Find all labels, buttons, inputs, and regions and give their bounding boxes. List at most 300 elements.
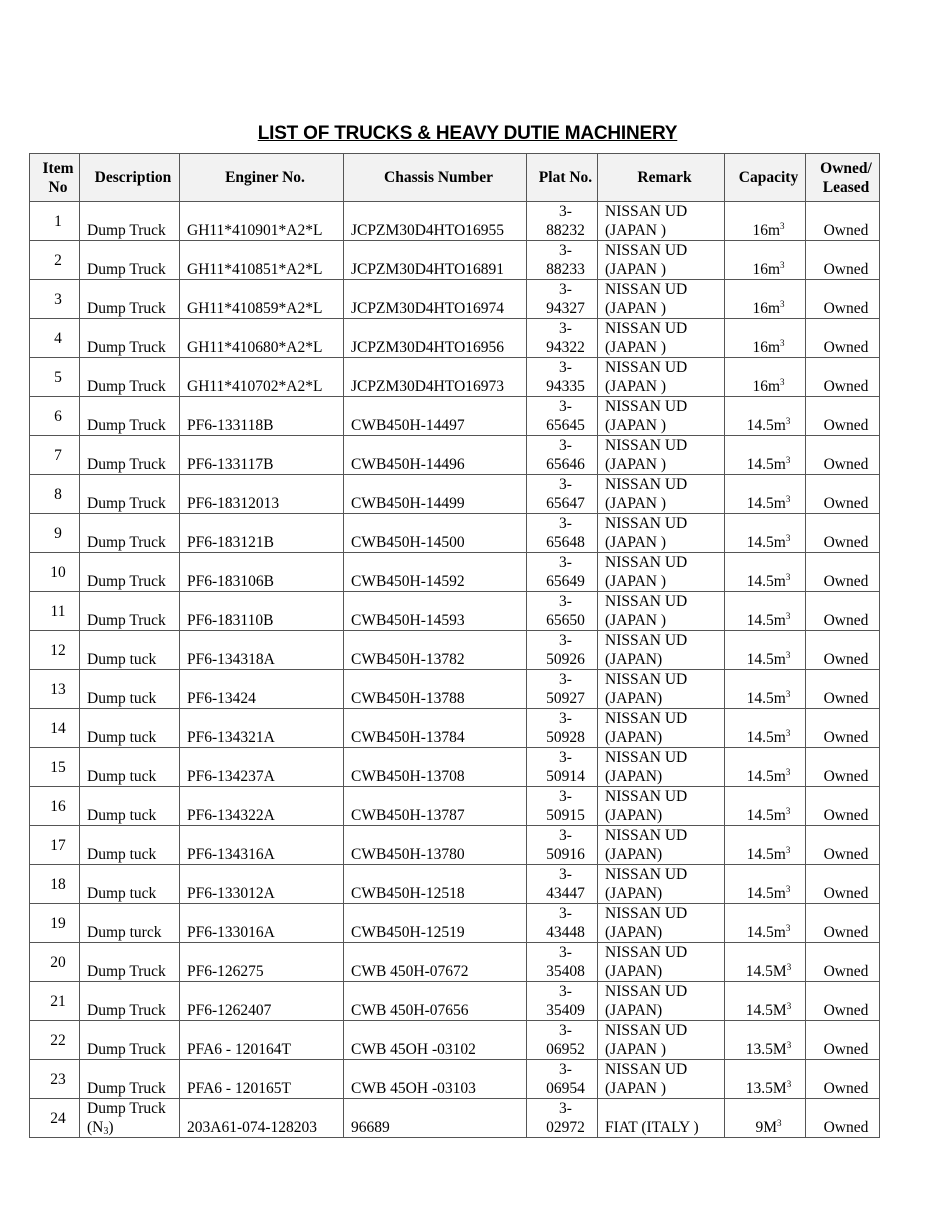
cell-remark: FIAT (ITALY ) <box>598 1099 725 1138</box>
cell-plat-number: 65646 <box>546 456 585 473</box>
cell-capacity-exponent: 3 <box>780 260 785 270</box>
cell-capacity-value: 9M <box>755 1119 778 1136</box>
cell-capacity <box>725 982 806 1021</box>
cell-owned-leased: Owned <box>806 202 880 241</box>
cell-capacity <box>725 1099 806 1138</box>
cell-plat-no <box>527 592 598 631</box>
cell-plat-number: 43448 <box>546 924 585 941</box>
cell-capacity <box>725 787 806 826</box>
cell-description-tail: ) <box>108 1119 114 1136</box>
cell-description <box>80 904 180 943</box>
cell-remark: NISSAN UD (JAPAN ) <box>598 280 725 319</box>
cell-capacity <box>725 514 806 553</box>
cell-plat-number: 35408 <box>546 963 585 980</box>
cell-item-no: 5 <box>30 358 80 397</box>
cell-item-no: 7 <box>30 436 80 475</box>
cell-plat-no <box>527 982 598 1021</box>
cell-item-no: 20 <box>30 943 80 982</box>
cell-plat-prefix: 3- <box>559 1022 572 1039</box>
cell-chassis-number: CWB450H-13780 <box>344 826 527 865</box>
trucks-table <box>29 153 880 1138</box>
cell-description-text: Dump Truck <box>87 573 166 590</box>
cell-plat-number: 65647 <box>546 495 585 512</box>
cell-capacity <box>725 670 806 709</box>
cell-owned-leased: Owned <box>806 943 880 982</box>
cell-capacity <box>725 1060 806 1099</box>
cell-description-subscript: 3 <box>103 1126 109 1137</box>
table-row <box>30 865 880 904</box>
table-row <box>30 202 880 241</box>
cell-capacity-value: 16m <box>752 300 781 317</box>
cell-plat-number: 94335 <box>546 378 585 395</box>
table-row <box>30 670 880 709</box>
cell-plat-number: 50928 <box>546 729 585 746</box>
cell-capacity-value: 14.5m <box>746 495 786 512</box>
cell-description-text: Dump tuck <box>87 768 157 785</box>
cell-remark: NISSAN UD (JAPAN ) <box>598 475 725 514</box>
header-remark: Remark <box>598 154 725 202</box>
cell-plat-no <box>527 1099 598 1138</box>
cell-description <box>80 475 180 514</box>
cell-plat-prefix: 3- <box>559 905 572 922</box>
cell-plat-number: 65645 <box>546 417 585 434</box>
cell-item-no: 4 <box>30 319 80 358</box>
cell-plat-no <box>527 787 598 826</box>
cell-chassis-number: CWB 45OH -03103 <box>344 1060 527 1099</box>
cell-capacity-exponent: 3 <box>786 1079 792 1089</box>
cell-description-text: Dump turck <box>87 924 162 941</box>
cell-description-text: Dump Truck <box>87 417 166 434</box>
cell-capacity-value: 14.5m <box>746 924 786 941</box>
cell-capacity-value: 14.5m <box>746 651 786 668</box>
cell-capacity-exponent: 3 <box>786 962 792 972</box>
cell-capacity <box>725 904 806 943</box>
cell-owned-leased: Owned <box>806 1021 880 1060</box>
cell-plat-prefix: 3- <box>559 827 572 844</box>
cell-plat-number: 65648 <box>546 534 585 551</box>
cell-description <box>80 670 180 709</box>
cell-capacity <box>725 319 806 358</box>
table-row <box>30 748 880 787</box>
cell-item-no: 9 <box>30 514 80 553</box>
cell-description <box>80 202 180 241</box>
cell-capacity <box>725 397 806 436</box>
cell-chassis-number: JCPZM30D4HTO16956 <box>344 319 527 358</box>
cell-description <box>80 358 180 397</box>
cell-capacity-value: 14.5m <box>746 456 786 473</box>
cell-engine-no: PF6-134322A <box>180 787 344 826</box>
header-item-no: Item No <box>30 154 80 202</box>
table-row <box>30 358 880 397</box>
cell-plat-number: 88232 <box>546 222 585 239</box>
cell-remark: NISSAN UD (JAPAN) <box>598 787 725 826</box>
table-row <box>30 475 880 514</box>
cell-chassis-number: CWB450H-14592 <box>344 553 527 592</box>
cell-plat-prefix: 3- <box>559 983 572 1000</box>
cell-description <box>80 631 180 670</box>
cell-description-text: Dump tuck <box>87 651 157 668</box>
cell-capacity-exponent: 3 <box>785 728 791 738</box>
cell-chassis-number: CWB450H-13708 <box>344 748 527 787</box>
cell-item-no: 18 <box>30 865 80 904</box>
cell-engine-no: PF6-18312013 <box>180 475 344 514</box>
cell-plat-no <box>527 826 598 865</box>
cell-description-text: Dump tuck <box>87 807 157 824</box>
cell-plat-prefix: 3- <box>559 398 572 415</box>
cell-capacity <box>725 865 806 904</box>
cell-capacity <box>725 631 806 670</box>
cell-owned-leased: Owned <box>806 514 880 553</box>
cell-plat-number: 94327 <box>546 300 585 317</box>
cell-description-text: Dump Truck <box>87 1041 166 1058</box>
cell-capacity-exponent: 3 <box>785 884 791 894</box>
cell-engine-no: PF6-183121B <box>180 514 344 553</box>
cell-plat-prefix: 3- <box>559 593 572 610</box>
cell-plat-prefix: 3- <box>559 281 572 298</box>
cell-plat-no <box>527 943 598 982</box>
cell-plat-prefix: 3- <box>559 788 572 805</box>
cell-remark: NISSAN UD (JAPAN ) <box>598 592 725 631</box>
cell-plat-number: 50914 <box>546 768 585 785</box>
cell-owned-leased: Owned <box>806 475 880 514</box>
header-owned-leased: Owned/ Leased <box>806 154 880 202</box>
cell-plat-prefix: 3- <box>559 749 572 766</box>
cell-capacity <box>725 592 806 631</box>
table-row <box>30 826 880 865</box>
cell-plat-prefix: 3- <box>559 320 572 337</box>
cell-capacity <box>725 436 806 475</box>
table-row <box>30 241 880 280</box>
cell-chassis-number: CWB450H-14497 <box>344 397 527 436</box>
cell-remark: NISSAN UD (JAPAN) <box>598 670 725 709</box>
header-capacity: Capacity <box>725 154 806 202</box>
cell-item-no: 21 <box>30 982 80 1021</box>
cell-item-no: 2 <box>30 241 80 280</box>
cell-remark: NISSAN UD (JAPAN ) <box>598 241 725 280</box>
cell-owned-leased: Owned <box>806 1060 880 1099</box>
cell-remark: NISSAN UD (JAPAN) <box>598 865 725 904</box>
table-row <box>30 787 880 826</box>
cell-capacity-value: 16m <box>752 261 781 278</box>
cell-plat-prefix: 3- <box>559 242 572 259</box>
cell-capacity <box>725 748 806 787</box>
cell-engine-no: PF6-133118B <box>180 397 344 436</box>
cell-capacity-exponent: 3 <box>785 455 791 465</box>
cell-item-no: 8 <box>30 475 80 514</box>
cell-engine-no: PF6-126275 <box>180 943 344 982</box>
cell-chassis-number: CWB450H-12519 <box>344 904 527 943</box>
cell-plat-number: 65649 <box>546 573 585 590</box>
cell-description <box>80 1021 180 1060</box>
table-row <box>30 982 880 1021</box>
cell-plat-number: 43447 <box>546 885 585 902</box>
cell-engine-no: PF6-134321A <box>180 709 344 748</box>
cell-item-no: 17 <box>30 826 80 865</box>
cell-engine-no: PFA6 - 120165T <box>180 1060 344 1099</box>
cell-remark: NISSAN UD (JAPAN ) <box>598 553 725 592</box>
cell-capacity <box>725 358 806 397</box>
cell-plat-no <box>527 358 598 397</box>
table-row <box>30 397 880 436</box>
cell-capacity <box>725 709 806 748</box>
cell-owned-leased: Owned <box>806 397 880 436</box>
table-row <box>30 514 880 553</box>
cell-capacity <box>725 1021 806 1060</box>
cell-plat-no <box>527 397 598 436</box>
cell-chassis-number: CWB 450H-07656 <box>344 982 527 1021</box>
cell-chassis-number: CWB450H-12518 <box>344 865 527 904</box>
cell-plat-number: 06952 <box>546 1041 585 1058</box>
cell-capacity-value: 14.5m <box>746 768 786 785</box>
cell-plat-prefix: 3- <box>559 944 572 961</box>
cell-owned-leased: Owned <box>806 982 880 1021</box>
cell-engine-no: PF6-134316A <box>180 826 344 865</box>
cell-chassis-number: CWB450H-13782 <box>344 631 527 670</box>
cell-engine-no: GH11*410851*A2*L <box>180 241 344 280</box>
cell-capacity-value: 14.5m <box>746 846 786 863</box>
cell-plat-number: 50926 <box>546 651 585 668</box>
cell-owned-leased: Owned <box>806 904 880 943</box>
cell-remark: NISSAN UD (JAPAN) <box>598 904 725 943</box>
cell-description <box>80 514 180 553</box>
cell-description-text: Dump Truck <box>87 963 166 980</box>
cell-description <box>80 826 180 865</box>
cell-remark: NISSAN UD (JAPAN) <box>598 631 725 670</box>
table-body <box>30 202 880 1138</box>
cell-plat-number: 50916 <box>546 846 585 863</box>
cell-description <box>80 943 180 982</box>
cell-plat-no <box>527 709 598 748</box>
table-row <box>30 709 880 748</box>
cell-plat-no <box>527 436 598 475</box>
cell-capacity <box>725 202 806 241</box>
cell-engine-no: PF6-183110B <box>180 592 344 631</box>
cell-chassis-number: JCPZM30D4HTO16955 <box>344 202 527 241</box>
cell-description-text: Dump tuck <box>87 846 157 863</box>
cell-plat-no <box>527 1021 598 1060</box>
cell-description-text: Dump tuck <box>87 885 157 902</box>
header-description: Description <box>80 154 180 202</box>
cell-description-text: Dump Truck <box>87 495 166 512</box>
cell-item-no: 24 <box>30 1099 80 1138</box>
cell-owned-leased: Owned <box>806 358 880 397</box>
header-chassis-number: Chassis Number <box>344 154 527 202</box>
cell-plat-prefix: 3- <box>559 476 572 493</box>
cell-capacity-value: 14.5m <box>746 807 786 824</box>
cell-plat-no <box>527 280 598 319</box>
cell-item-no: 11 <box>30 592 80 631</box>
cell-owned-leased: Owned <box>806 826 880 865</box>
cell-capacity-value: 14.5m <box>746 534 786 551</box>
cell-item-no: 6 <box>30 397 80 436</box>
cell-remark: NISSAN UD (JAPAN ) <box>598 202 725 241</box>
cell-remark: NISSAN UD (JAPAN ) <box>598 358 725 397</box>
cell-description-text: Dump tuck <box>87 729 157 746</box>
cell-owned-leased: Owned <box>806 787 880 826</box>
table-row <box>30 943 880 982</box>
cell-capacity <box>725 943 806 982</box>
cell-owned-leased: Owned <box>806 670 880 709</box>
cell-owned-leased: Owned <box>806 553 880 592</box>
cell-engine-no: 203A61-074-128203 <box>180 1099 344 1138</box>
cell-description <box>80 436 180 475</box>
cell-capacity-exponent: 3 <box>785 650 791 660</box>
cell-capacity-exponent: 3 <box>785 416 791 426</box>
cell-description <box>80 1099 180 1138</box>
cell-owned-leased: Owned <box>806 709 880 748</box>
cell-chassis-number: CWB450H-14499 <box>344 475 527 514</box>
cell-capacity-exponent: 3 <box>780 299 785 309</box>
cell-owned-leased: Owned <box>806 592 880 631</box>
cell-remark: NISSAN UD (JAPAN ) <box>598 397 725 436</box>
cell-plat-no <box>527 202 598 241</box>
cell-description <box>80 592 180 631</box>
cell-description-text: Dump Truck <box>87 378 166 395</box>
cell-plat-number: 88233 <box>546 261 585 278</box>
cell-chassis-number: CWB 450H-07672 <box>344 943 527 982</box>
cell-description-text: Dump Truck <box>87 222 166 239</box>
cell-plat-prefix: 3- <box>559 1061 572 1078</box>
cell-item-no: 15 <box>30 748 80 787</box>
cell-capacity-exponent: 3 <box>780 221 785 231</box>
cell-plat-no <box>527 631 598 670</box>
cell-item-no: 14 <box>30 709 80 748</box>
cell-capacity-value: 16m <box>752 339 781 356</box>
cell-owned-leased: Owned <box>806 748 880 787</box>
cell-description <box>80 982 180 1021</box>
cell-description <box>80 709 180 748</box>
cell-plat-no <box>527 904 598 943</box>
cell-capacity-value: 14.5m <box>746 885 786 902</box>
cell-engine-no: PF6-133117B <box>180 436 344 475</box>
cell-chassis-number: JCPZM30D4HTO16974 <box>344 280 527 319</box>
table-row <box>30 319 880 358</box>
cell-plat-no <box>527 319 598 358</box>
cell-owned-leased: Owned <box>806 319 880 358</box>
cell-owned-leased: Owned <box>806 865 880 904</box>
cell-capacity-exponent: 3 <box>786 1040 792 1050</box>
cell-capacity-exponent: 3 <box>785 533 791 543</box>
cell-chassis-number: CWB450H-14496 <box>344 436 527 475</box>
cell-item-no: 13 <box>30 670 80 709</box>
cell-plat-no <box>527 865 598 904</box>
cell-plat-prefix: 3- <box>559 710 572 727</box>
cell-engine-no: PF6-183106B <box>180 553 344 592</box>
cell-description-text: Dump Truck <box>87 261 166 278</box>
cell-capacity-exponent: 3 <box>786 1001 792 1011</box>
header-engine-no: Enginer No. <box>180 154 344 202</box>
cell-remark: NISSAN UD (JAPAN) <box>598 826 725 865</box>
cell-capacity-value: 14.5m <box>746 690 786 707</box>
cell-capacity-exponent: 3 <box>780 377 785 387</box>
cell-chassis-number: CWB450H-13788 <box>344 670 527 709</box>
cell-engine-no: PF6-133016A <box>180 904 344 943</box>
cell-description-text: Dump tuck <box>87 690 157 707</box>
cell-remark: NISSAN UD (JAPAN ) <box>598 1021 725 1060</box>
cell-remark: NISSAN UD (JAPAN ) <box>598 319 725 358</box>
cell-owned-leased: Owned <box>806 631 880 670</box>
cell-plat-number: 65650 <box>546 612 585 629</box>
cell-capacity <box>725 826 806 865</box>
cell-chassis-number: CWB450H-13787 <box>344 787 527 826</box>
cell-capacity <box>725 553 806 592</box>
cell-capacity-exponent: 3 <box>785 923 791 933</box>
cell-engine-no: PF6-133012A <box>180 865 344 904</box>
table-row <box>30 1099 880 1138</box>
cell-item-no: 12 <box>30 631 80 670</box>
cell-remark: NISSAN UD (JAPAN) <box>598 982 725 1021</box>
cell-description-text: Dump Truck <box>87 534 166 551</box>
cell-chassis-number: JCPZM30D4HTO16891 <box>344 241 527 280</box>
cell-chassis-number: CWB450H-14500 <box>344 514 527 553</box>
cell-description-text: Dump Truck <box>87 1080 166 1097</box>
cell-capacity-value: 16m <box>752 222 781 239</box>
cell-description <box>80 397 180 436</box>
cell-capacity-value: 14.5m <box>746 417 786 434</box>
table-row <box>30 436 880 475</box>
cell-description-text: Dump Truck <box>87 456 166 473</box>
cell-plat-number: 50927 <box>546 690 585 707</box>
cell-plat-prefix: 3- <box>559 437 572 454</box>
cell-plat-number: 02972 <box>546 1119 585 1136</box>
cell-chassis-number: CWB 45OH -03102 <box>344 1021 527 1060</box>
cell-capacity-value: 13.5M <box>745 1041 787 1058</box>
cell-remark: NISSAN UD (JAPAN) <box>598 709 725 748</box>
cell-capacity-exponent: 3 <box>785 572 791 582</box>
cell-engine-no: PF6-134318A <box>180 631 344 670</box>
cell-plat-no <box>527 514 598 553</box>
cell-description <box>80 787 180 826</box>
cell-engine-no: GH11*410901*A2*L <box>180 202 344 241</box>
cell-plat-prefix: 3- <box>559 359 572 376</box>
cell-chassis-number: 96689 <box>344 1099 527 1138</box>
cell-description <box>80 1060 180 1099</box>
cell-item-no: 23 <box>30 1060 80 1099</box>
cell-engine-no: PF6-13424 <box>180 670 344 709</box>
cell-description-text: Dump Truck <box>87 612 166 629</box>
cell-chassis-number: CWB450H-14593 <box>344 592 527 631</box>
cell-item-no: 1 <box>30 202 80 241</box>
cell-chassis-number: JCPZM30D4HTO16973 <box>344 358 527 397</box>
cell-engine-no: PF6-1262407 <box>180 982 344 1021</box>
table-row <box>30 1021 880 1060</box>
cell-item-no: 10 <box>30 553 80 592</box>
cell-engine-no: GH11*410680*A2*L <box>180 319 344 358</box>
cell-remark: NISSAN UD (JAPAN ) <box>598 514 725 553</box>
cell-description <box>80 553 180 592</box>
table-row <box>30 631 880 670</box>
cell-plat-no <box>527 475 598 514</box>
cell-description-text: Dump Truck (N <box>87 1100 166 1136</box>
cell-capacity-value: 14.5m <box>746 573 786 590</box>
cell-item-no: 16 <box>30 787 80 826</box>
cell-description <box>80 241 180 280</box>
cell-capacity <box>725 475 806 514</box>
cell-owned-leased: Owned <box>806 436 880 475</box>
cell-plat-prefix: 3- <box>559 515 572 532</box>
cell-remark: NISSAN UD (JAPAN ) <box>598 436 725 475</box>
cell-plat-number: 06954 <box>546 1080 585 1097</box>
cell-capacity-value: 14.5M <box>745 963 787 980</box>
cell-capacity <box>725 280 806 319</box>
table-row <box>30 280 880 319</box>
cell-plat-no <box>527 748 598 787</box>
cell-plat-number: 50915 <box>546 807 585 824</box>
cell-capacity-exponent: 3 <box>785 845 791 855</box>
cell-plat-prefix: 3- <box>559 203 572 220</box>
table-row <box>30 553 880 592</box>
cell-plat-prefix: 3- <box>559 554 572 571</box>
